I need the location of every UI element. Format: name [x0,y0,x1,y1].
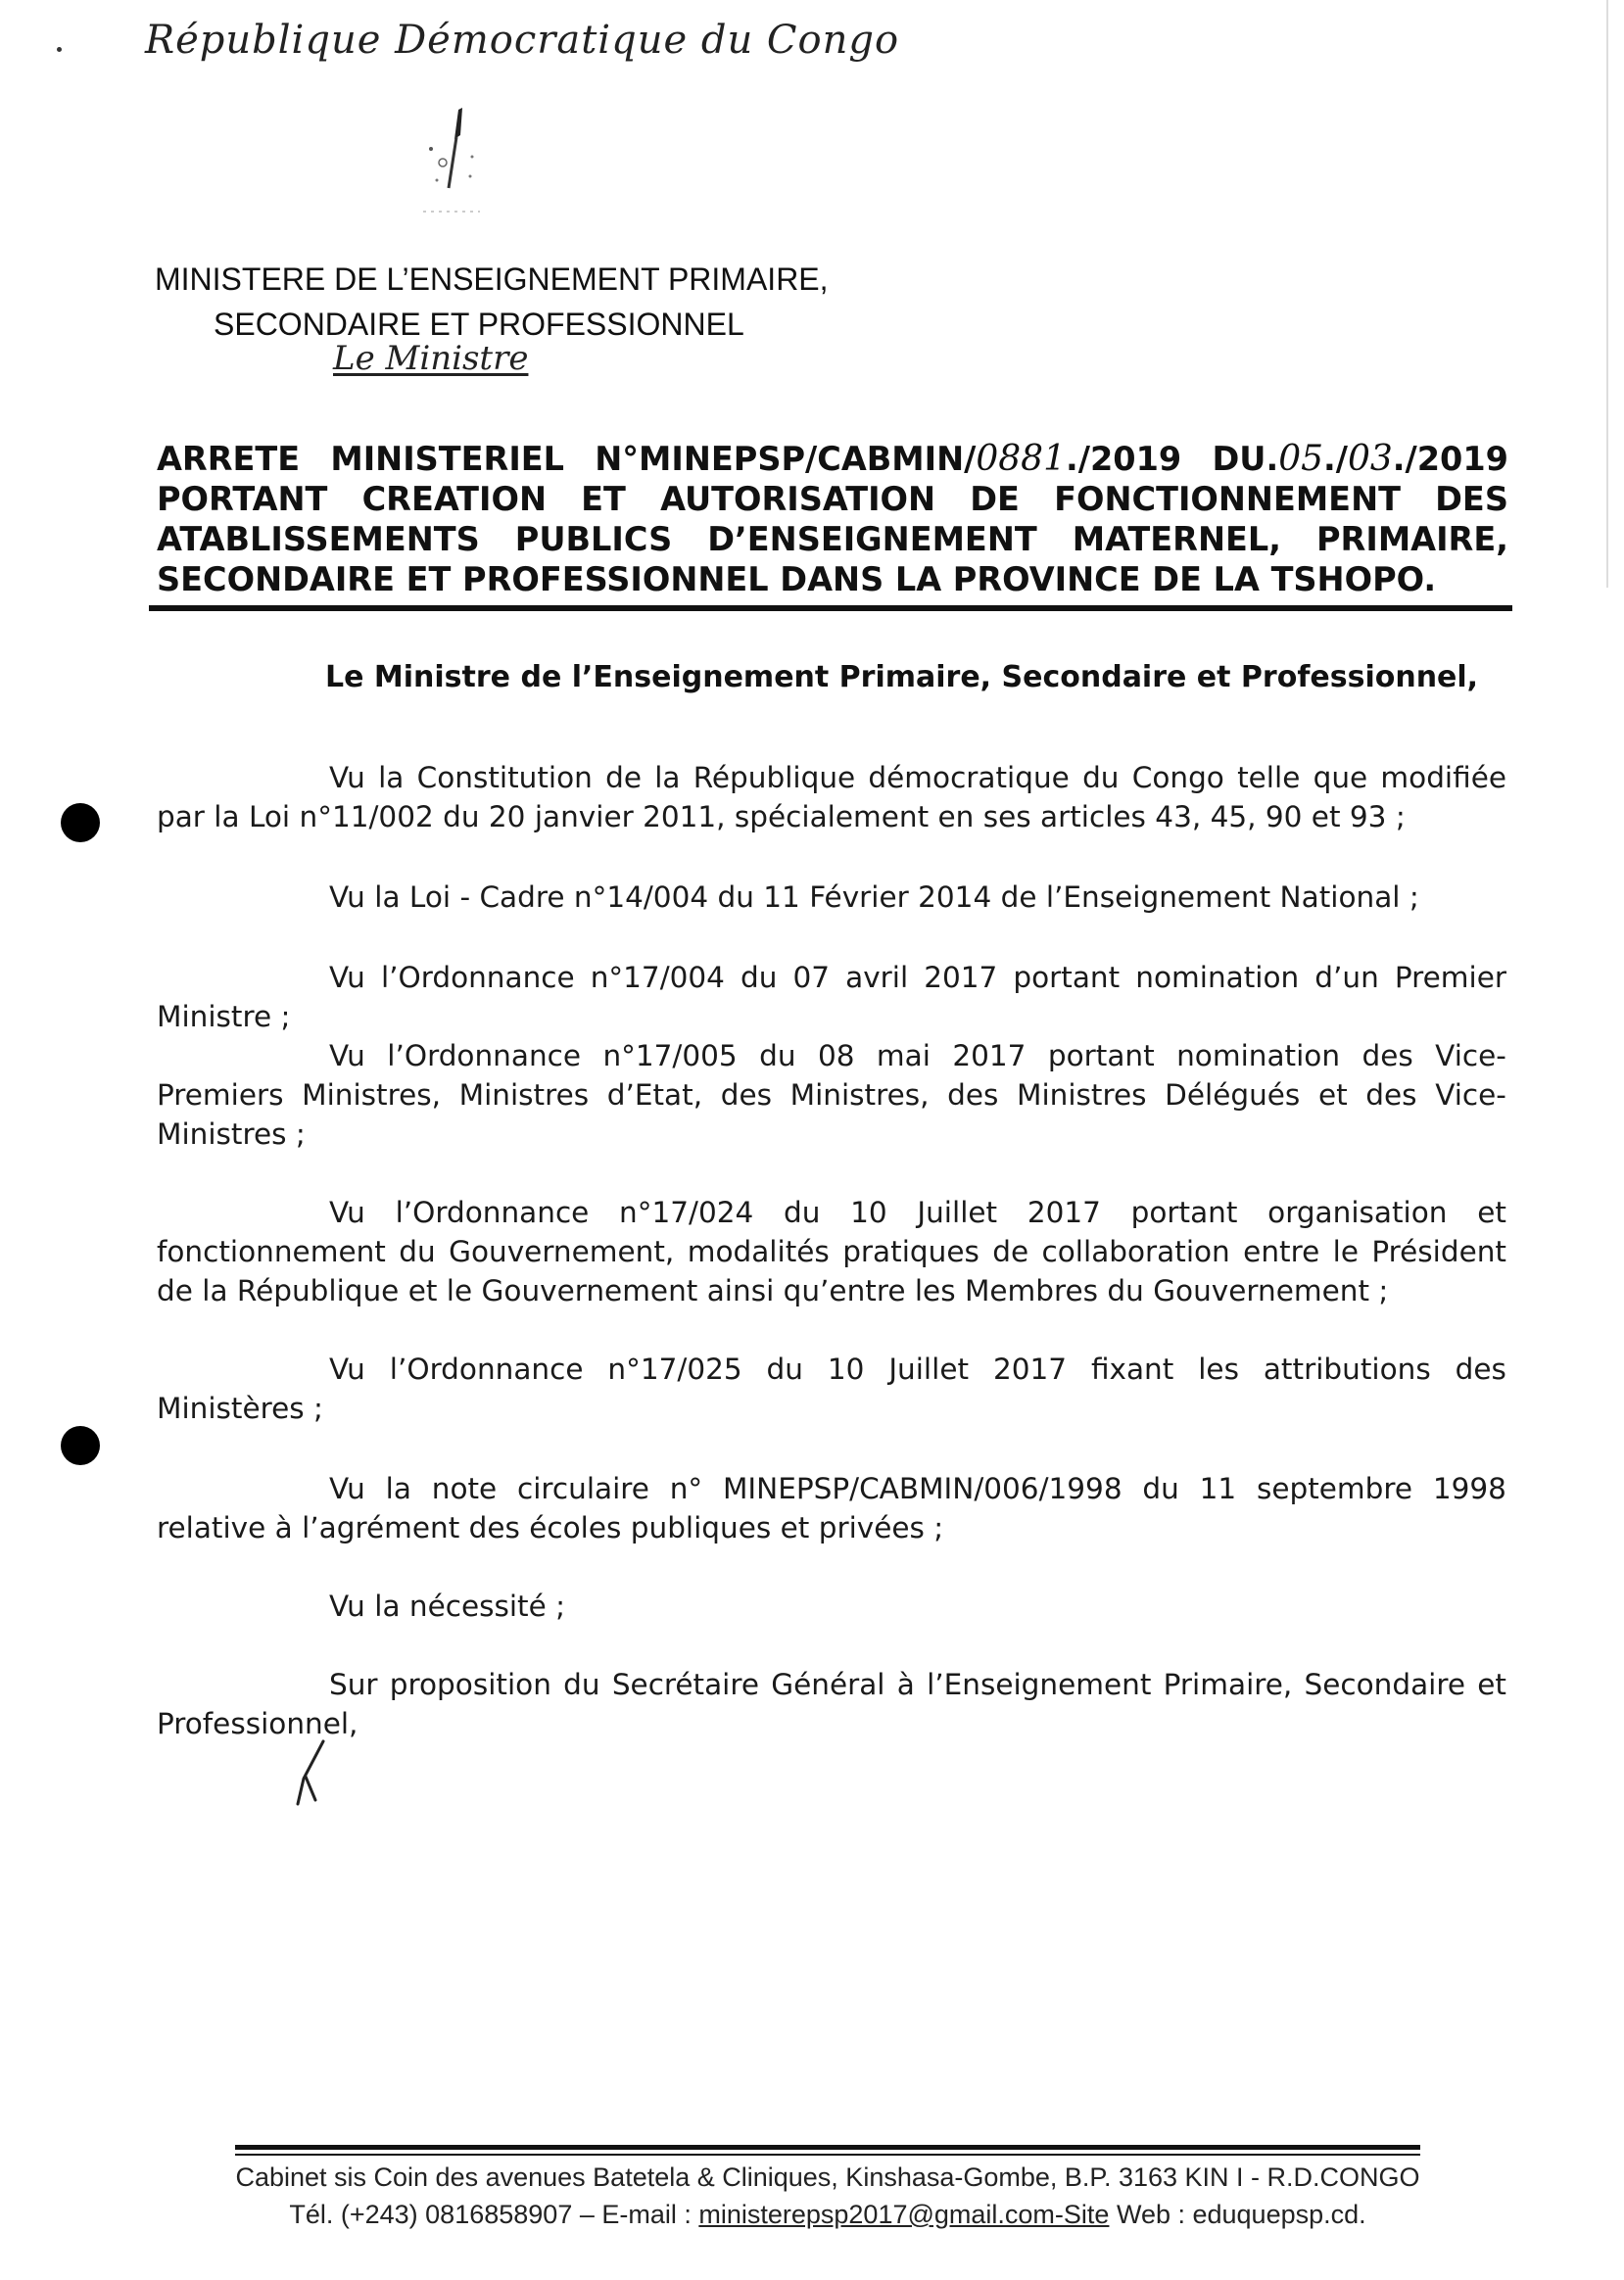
footer-email-link[interactable]: ministerepsp2017@gmail.com-Site [698,2200,1110,2229]
para-word: que [1313,761,1368,794]
para-word: du [783,1196,821,1229]
paragraph-note-circulaire [157,1469,1506,1547]
decree-word: FONCTIONNEMENT [1054,480,1401,518]
para-word: avril [845,961,909,994]
para-word: l’Ordonnance [389,1353,584,1386]
para-word: Délégués [1165,1078,1301,1112]
para-word: de [992,1235,1029,1268]
footer-contact [235,2196,1420,2233]
para-word: fixant [1090,1353,1174,1386]
para-word: la [378,761,405,794]
date-separator: ./ [1323,440,1348,478]
para-word: 11 [1199,1472,1237,1505]
para-word: modifiée [1380,761,1506,794]
para-word: 2017 [952,1039,1027,1072]
para-word: MINEPSP/CABMIN/006/1998 [722,1472,1122,1505]
para-word: du [399,1235,436,1268]
paragraph-constitution [157,758,1506,836]
para-word: Secrétaire [611,1668,760,1701]
para-line: Vu la nécessité ; [329,1590,566,1623]
decree-word: ATABLISSEMENTS [157,520,480,558]
para-word: mai [876,1039,931,1072]
para-word: collaboration [1041,1235,1230,1268]
para-word: Ministres [1017,1078,1147,1112]
para-word: Vu [329,1039,365,1072]
para-word: Vice- [1435,1078,1506,1112]
para-word: portant [1130,1196,1238,1229]
para-word: portant [1047,1039,1155,1072]
para-word: pratiques [842,1235,979,1268]
para-word: n°17/005 [602,1039,738,1072]
margin-bullet [61,1426,100,1465]
para-word: 2017 [924,961,998,994]
para-word: du [1142,1472,1179,1505]
para-word: du [1082,761,1120,794]
para-line: Professionnel, [157,1707,358,1740]
paragraph-ordonnance-025 [157,1350,1506,1428]
decree-word: DES [1435,480,1508,518]
para-word: le [1332,1235,1359,1268]
para-line [157,1350,1506,1389]
footer-address: Cabinet sis Coin des avenues Batetela & Cliniques, Kinshasa-Gombe, B.P. 3163 KIN I - R.D.CONGO [235,2162,1420,2192]
para-line: Ministères ; [157,1392,323,1425]
para-word: et [1477,1668,1506,1701]
para-word: circulaire [517,1472,649,1505]
decree-title [157,439,1508,599]
para-word: modalités [687,1235,830,1268]
para-word: proposition [389,1668,551,1701]
date-prefix: DU. [1212,440,1279,478]
handwritten-number: 0881 [976,439,1066,479]
para-word: des [720,1078,772,1112]
paragraph-ordonnance-004 [157,958,1506,1036]
decree-word: MINISTERIEL [330,440,565,478]
para-line: de la République et le Gouvernement ainsi qu’entre les Membres du Gouvernement ; [157,1274,1389,1307]
para-line: Ministre ; [157,1000,291,1033]
footer-divider-thin [235,2154,1420,2156]
para-line: par la Loi n°11/002 du 20 janvier 2011, spécialement en ses articles 43, 45, 90 et 93 ; [157,800,1406,833]
para-word: Vu [329,961,365,994]
decree-word: AUTORISATION [660,480,936,518]
para-word: du [563,1668,600,1701]
para-word: n°17/025 [607,1353,742,1386]
para-word: Vice- [1435,1039,1506,1072]
decree-word: PRIMAIRE, [1316,520,1508,558]
decree-line-3 [157,519,1508,559]
para-word: Constitution [416,761,593,794]
paragraph-necessite [157,1587,1506,1626]
para-word: des [947,1078,999,1112]
para-word: Juillet [888,1353,970,1386]
decree-word: PORTANT [157,480,328,518]
para-word: Général [771,1668,885,1701]
para-line [157,1193,1506,1232]
decree-number-prefix: N°MINEPSP/CABMIN/ [595,440,977,478]
para-word: 10 [850,1196,887,1229]
decree-line-1 [157,439,1508,479]
date-year: ./2019 [1392,440,1508,478]
ministry-line-2: SECONDAIRE ET PROFESSIONNEL [214,307,744,342]
para-word: Ministres, [302,1078,441,1112]
para-word: l’Ordonnance [387,1039,582,1072]
para-word: n° [669,1472,703,1505]
para-word: des [1455,1353,1506,1386]
para-word: 08 [817,1039,855,1072]
decree-word: D’ENSEIGNEMENT [707,520,1037,558]
para-line [157,1075,1506,1115]
para-word: 2017 [1027,1196,1101,1229]
margin-bullet [61,803,100,842]
para-word: n°17/024 [619,1196,754,1229]
decree-line-4: SECONDAIRE ET PROFESSIONNEL DANS LA PROVINCE DE LA TSHOPO. [157,560,1437,598]
para-word: l’Ordonnance [395,1196,590,1229]
para-line [157,958,1506,997]
decree-number-suffix: ./2019 [1066,440,1182,478]
para-word: Vu [329,1196,365,1229]
para-word: Sur [329,1668,378,1701]
decree-word: PUBLICS [514,520,673,558]
footer-phone: Tél. (+243) 0816858907 – E-mail : [289,2200,699,2229]
decree-word: MATERNEL, [1072,520,1281,558]
para-word: entre [1243,1235,1320,1268]
para-line [157,1232,1506,1271]
para-word: Gouvernement, [449,1235,675,1268]
para-word: Ministres [458,1078,590,1112]
para-word: et [1477,1196,1506,1229]
decree-word: CREATION [361,480,547,518]
para-word: Vu [329,1472,365,1505]
para-word: Premiers [157,1078,284,1112]
paragraph-ordonnance-024 [157,1193,1506,1310]
para-word: d’Etat, [606,1078,703,1112]
para-word: d’un [1314,961,1379,994]
para-word: nomination [1176,1039,1341,1072]
para-word: nomination [1135,961,1300,994]
scan-edge [1606,0,1608,588]
para-word: du [740,961,778,994]
para-word: les [1198,1353,1239,1386]
footer-website: Web : eduquepsp.cd. [1109,2200,1366,2229]
para-word: du [759,1039,796,1072]
para-word: portant [1013,961,1121,994]
paragraph-proposition [157,1665,1506,1743]
decree-word: DE [970,480,1020,518]
decree-word: ARRETE [157,440,301,478]
para-word: n°17/004 [590,961,725,994]
minister-heading: Le Ministre de l’Enseignement Primaire, Secondaire et Professionnel, [325,660,1479,694]
para-word: organisation [1267,1196,1448,1229]
para-word: 07 [792,961,831,994]
decree-date [1212,439,1508,479]
ministry-line-1: MINISTERE DE L’ENSEIGNEMENT PRIMAIRE, [155,261,829,297]
para-word: Vu [329,761,365,794]
margin-mark [57,47,62,52]
paragraph-loi-cadre [157,878,1506,917]
para-word: Président [1371,1235,1506,1268]
para-line: Vu la Loi - Cadre n°14/004 du 11 Février 2014 de l’Enseignement National ; [329,880,1419,914]
le-ministre-title: Le Ministre [333,339,529,378]
emblem-icon [411,106,490,227]
para-word: Ministres, [789,1078,930,1112]
para-word: la [654,761,681,794]
para-word: 10 [827,1353,865,1386]
para-line: Ministres ; [157,1117,306,1151]
footer-divider [235,2145,1420,2150]
para-word: Premier [1394,961,1506,994]
footer [235,2159,1420,2233]
decree-line-2 [157,479,1508,519]
para-word: République [693,761,856,794]
para-word: des [1361,1039,1413,1072]
para-word: Vu [329,1353,365,1386]
para-word: des [1365,1078,1417,1112]
para-line [157,1036,1506,1075]
para-word: fonctionnement [157,1235,386,1268]
para-line [157,1665,1506,1704]
para-word: 1998 [1432,1472,1506,1505]
para-word: note [431,1472,498,1505]
para-word: et [1317,1078,1348,1112]
para-word: telle [1237,761,1301,794]
decree-divider [149,605,1512,611]
handwritten-month: 03 [1347,439,1393,479]
para-line [157,1469,1506,1508]
para-word: septembre [1256,1472,1413,1505]
initial-mark-icon [294,1739,333,1812]
para-word: attributions [1263,1353,1431,1386]
para-line [157,758,1506,797]
para-word: du [766,1353,803,1386]
ministry-name [155,257,829,347]
decree-number [595,439,1181,479]
para-word: Secondaire [1304,1668,1465,1701]
para-word: à [896,1668,915,1701]
handwritten-day: 05 [1278,439,1323,479]
para-line: relative à l’agrément des écoles publiques et privées ; [157,1511,944,1544]
para-word: 2017 [992,1353,1068,1386]
decree-word: ET [581,480,626,518]
republic-header: République Démocratique du Congo [145,18,900,63]
para-word: Primaire, [1163,1668,1293,1701]
para-word: Congo [1131,761,1224,794]
paragraph-ordonnance-005 [157,1036,1506,1154]
para-word: de [605,761,642,794]
para-word: démocratique [868,761,1070,794]
para-word: la [385,1472,411,1505]
para-word: l’Enseignement [927,1668,1152,1701]
para-word: l’Ordonnance [380,961,575,994]
para-word: Juillet [917,1196,998,1229]
